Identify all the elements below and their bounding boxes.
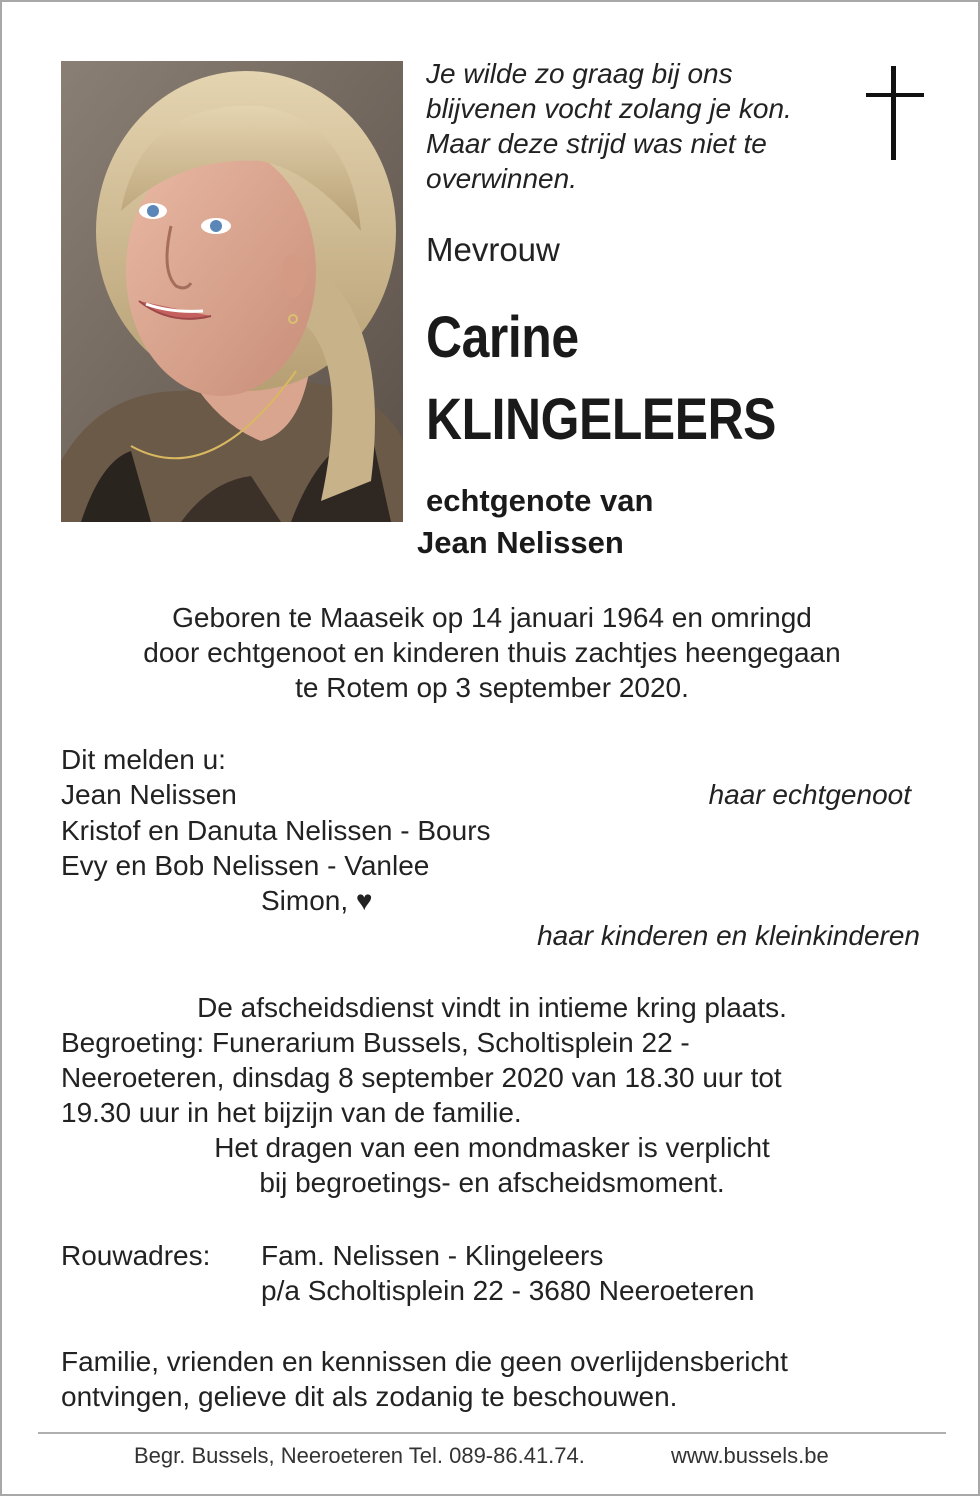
announcer-name: Kristof en Danuta Nelissen - Bours <box>61 815 491 846</box>
deceased-first-name: Carine <box>426 305 579 370</box>
announcer-role-spouse: haar echtgenoot <box>708 779 911 810</box>
footer-contact: Begr. Bussels, Neeroeteren Tel. 089-86.41.74. <box>134 1443 585 1468</box>
service-line: De afscheidsdienst vindt in intieme kring plaats. <box>197 992 787 1023</box>
service-line: 19.30 uur in het bijzijn van de familie. <box>61 1097 522 1128</box>
portrait-photo <box>61 61 403 522</box>
announcer-name: Jean Nelissen <box>61 779 237 810</box>
statement-line: te Rotem op 3 september 2020. <box>295 672 689 703</box>
statement-line: Geboren te Maaseik op 14 januari 1964 en omringd <box>172 602 812 633</box>
poem-line: blijvenen vocht zolang je kon. <box>426 93 792 124</box>
mourning-address-label: Rouwadres: <box>61 1240 211 1271</box>
spouse-name: Jean Nelissen <box>417 525 624 560</box>
birth-death-statement <box>42 600 942 705</box>
salutation: Mevrouw <box>426 231 560 268</box>
service-line: Neeroeteren, dinsdag 8 september 2020 van 18.30 uur tot <box>61 1062 782 1093</box>
mourning-address-line: Fam. Nelissen - Klingeleers <box>261 1240 604 1271</box>
deceased-last-name: KLINGELEERS <box>426 387 777 452</box>
announcer-name: Evy en Bob Nelissen - Vanlee <box>61 850 430 881</box>
announcers-intro: Dit melden u: <box>61 744 226 775</box>
service-line: bij begroetings- en afscheidsmoment. <box>259 1167 725 1198</box>
spouse-label: echtgenote van <box>426 483 654 518</box>
cross-icon <box>866 66 924 160</box>
poem <box>426 56 792 196</box>
service-info <box>61 990 923 1200</box>
poem-line: overwinnen. <box>426 163 577 194</box>
footer-divider <box>38 1432 946 1434</box>
service-line: Begroeting: Funerarium Bussels, Scholtisplein 22 - <box>61 1027 690 1058</box>
service-line: Het dragen van een mondmasker is verplicht <box>214 1132 770 1163</box>
poem-line: Maar deze strijd was niet te <box>426 128 767 159</box>
statement-line: door echtgenoot en kinderen thuis zachtjes heengegaan <box>143 637 841 668</box>
announcer-role-children: haar kinderen en kleinkinderen <box>537 920 920 951</box>
poem-line: Je wilde zo graag bij ons <box>426 58 733 89</box>
announcer-name: Simon, ♥ <box>261 885 373 916</box>
footer-website[interactable]: www.bussels.be <box>671 1443 829 1468</box>
mourning-address-line: p/a Scholtisplein 22 - 3680 Neeroeteren <box>261 1275 755 1306</box>
closing-line: ontvingen, gelieve dit als zodanig te beschouwen. <box>61 1381 678 1412</box>
closing-line: Familie, vrienden en kennissen die geen overlijdensbericht <box>61 1346 788 1377</box>
